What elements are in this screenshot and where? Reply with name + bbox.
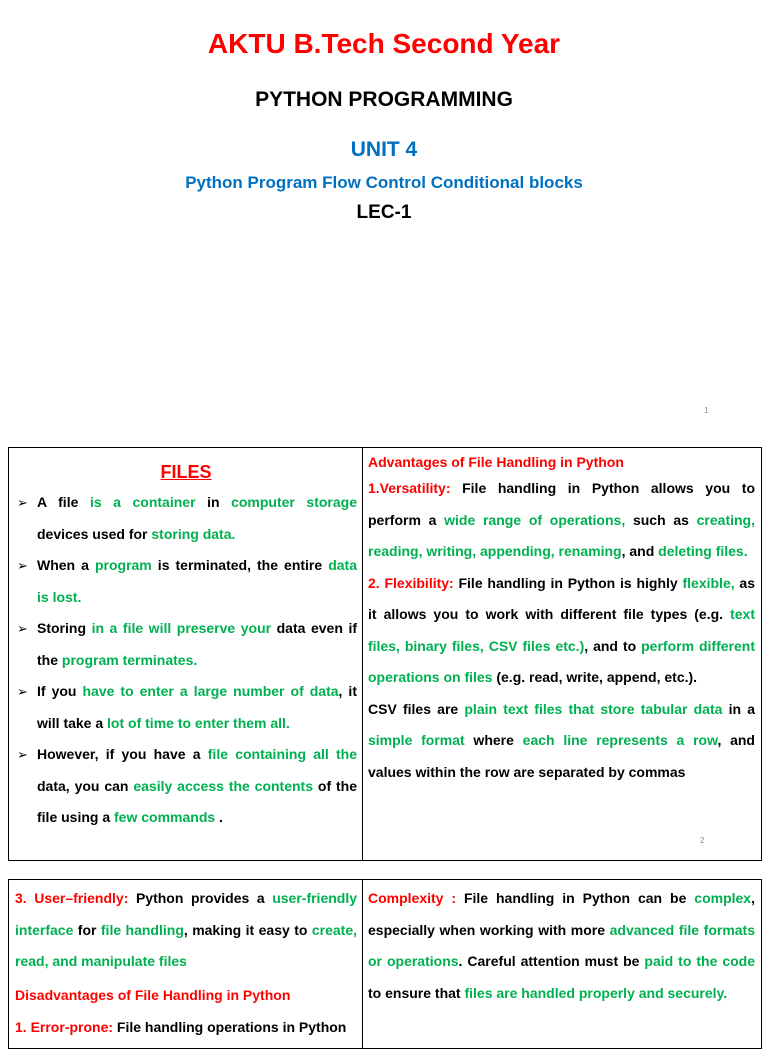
text-run: for [73,921,101,938]
advantages-paragraphs [368,473,755,788]
course-title: AKTU B.Tech Second Year [207,28,561,59]
title-slide [0,0,768,440]
text-run: complex [694,890,752,906]
text-run: user-friendly interface [15,890,358,938]
files-bullet-item [15,550,357,613]
text-run: in [195,494,232,510]
text-run: data even if the [37,620,357,668]
text-run: , and [621,543,659,559]
arrow-bullet-icon: ➢ [17,495,28,510]
files-bullet-item [15,487,357,550]
text-run: , and to [584,637,642,654]
text-run: each line represents a row [522,732,718,748]
text-run: files are handled properly and securely. [464,984,728,1001]
files-heading: FILES [160,462,212,482]
text-run: create, read, and manipulate files [15,921,357,969]
text-run: advanced file formats or operations [368,921,756,969]
user-friendly-cell [9,880,363,1049]
text-run: . Careful attention must be [458,953,645,969]
page-number: 1 [704,406,709,415]
text-run: deleting files. [658,543,748,559]
text-run: , especially when working with more [368,890,755,938]
arrow-bullet-icon: ➢ [17,684,28,699]
text-run: When a [37,557,95,573]
text-run: in a [722,700,755,717]
text-run: file containing all the [207,746,358,762]
text-run: , it will take a [37,683,357,731]
page-number: 2 [700,836,705,845]
text-run: File handling operations in Python [113,1018,347,1035]
files-bullet-item [15,739,357,834]
files-notes-table [8,447,762,861]
topic-title: Python Program Flow Control Conditional blocks [185,173,583,192]
text-run: lot of time to enter them all. [107,714,290,731]
text-run: wide range of operations, [444,511,626,528]
text-run: If you [37,683,83,699]
text-run: as it allows you to work with different file types (e.g. [368,574,755,622]
text-run: (e.g. read, write, append, etc.). [492,669,698,685]
advantage-paragraph [368,568,755,694]
text-run: to ensure that [368,984,465,1001]
advantages-heading: Advantages of File Handling in Python [368,454,624,470]
text-run: 1.Versatility: [368,480,451,496]
text-run: is terminated, the entire [151,557,329,573]
text-run: perform different operations on files [368,637,755,685]
text-run: File handling in Python allows you to perform a [368,480,755,528]
text-run: creating, reading, writing, appending, renaming [368,511,755,559]
text-run: few commands [114,809,216,825]
text-run: Complexity : [368,890,457,906]
text-run: 1. Error-prone: [15,1018,114,1035]
text-run: CSV files are [368,700,465,717]
arrow-bullet-icon: ➢ [17,558,28,573]
text-run: . [215,809,223,825]
text-run: paid to the code [644,953,755,969]
text-run: data is lost. [37,557,357,605]
disadvantages-heading: Disadvantages of File Handling in Python [15,986,291,1003]
files-bullet-list [15,487,357,834]
files-bullet-item [15,613,357,676]
text-run: is a container [89,494,196,510]
text-run: text files, binary files, CSV files etc.) [368,606,755,654]
files-cell [9,448,363,861]
text-run: program terminates. [61,651,198,668]
text-run: Python provides a [128,890,273,906]
text-run: program [94,557,152,573]
text-run: have to enter a large number of data [82,683,339,699]
text-run: plain text files that store tabular data [464,700,723,717]
text-run: , making it easy to [183,921,312,938]
text-run: of the file using a [37,777,358,825]
text-run: However, if you have a [37,746,208,762]
text-run: computer storage [231,494,357,510]
text-run: flexible, [682,574,735,591]
text-run: in a file will preserve your [91,620,272,636]
subject-title: PYTHON PROGRAMMING [255,88,513,111]
arrow-bullet-icon: ➢ [17,747,28,762]
text-run: devices used for [37,525,152,542]
arrow-bullet-icon: ➢ [17,621,28,636]
text-run: File handling in Python can be [456,890,695,906]
text-run: where [464,732,523,748]
text-run: storing data. [151,525,236,542]
text-run: File handling in Python is highly [453,574,683,591]
unit-title: UNIT 4 [350,138,418,161]
text-run: 3. User–friendly: [15,890,129,906]
advantage-paragraph [368,694,755,789]
user-friendly-paragraph [15,883,357,978]
advantage-paragraph [368,473,755,568]
text-run: data, you can [37,777,134,794]
text-run: , and values within the row are separated by commas [368,732,755,780]
lecture-label: LEC-1 [356,202,412,223]
text-run: A file [37,494,90,510]
advantages-cell [363,448,762,861]
text-run: Storing [37,620,92,636]
text-run: file handling [100,921,184,938]
text-run: such as [625,511,697,528]
files-bullet-item [15,676,357,739]
text-run: easily access the contents [133,777,314,794]
text-run: simple format [368,732,465,748]
complexity-paragraph [368,883,755,1009]
error-prone-paragraph [15,1012,357,1044]
complexity-cell [363,880,762,1049]
text-run: 2. Flexibility: [368,574,454,591]
